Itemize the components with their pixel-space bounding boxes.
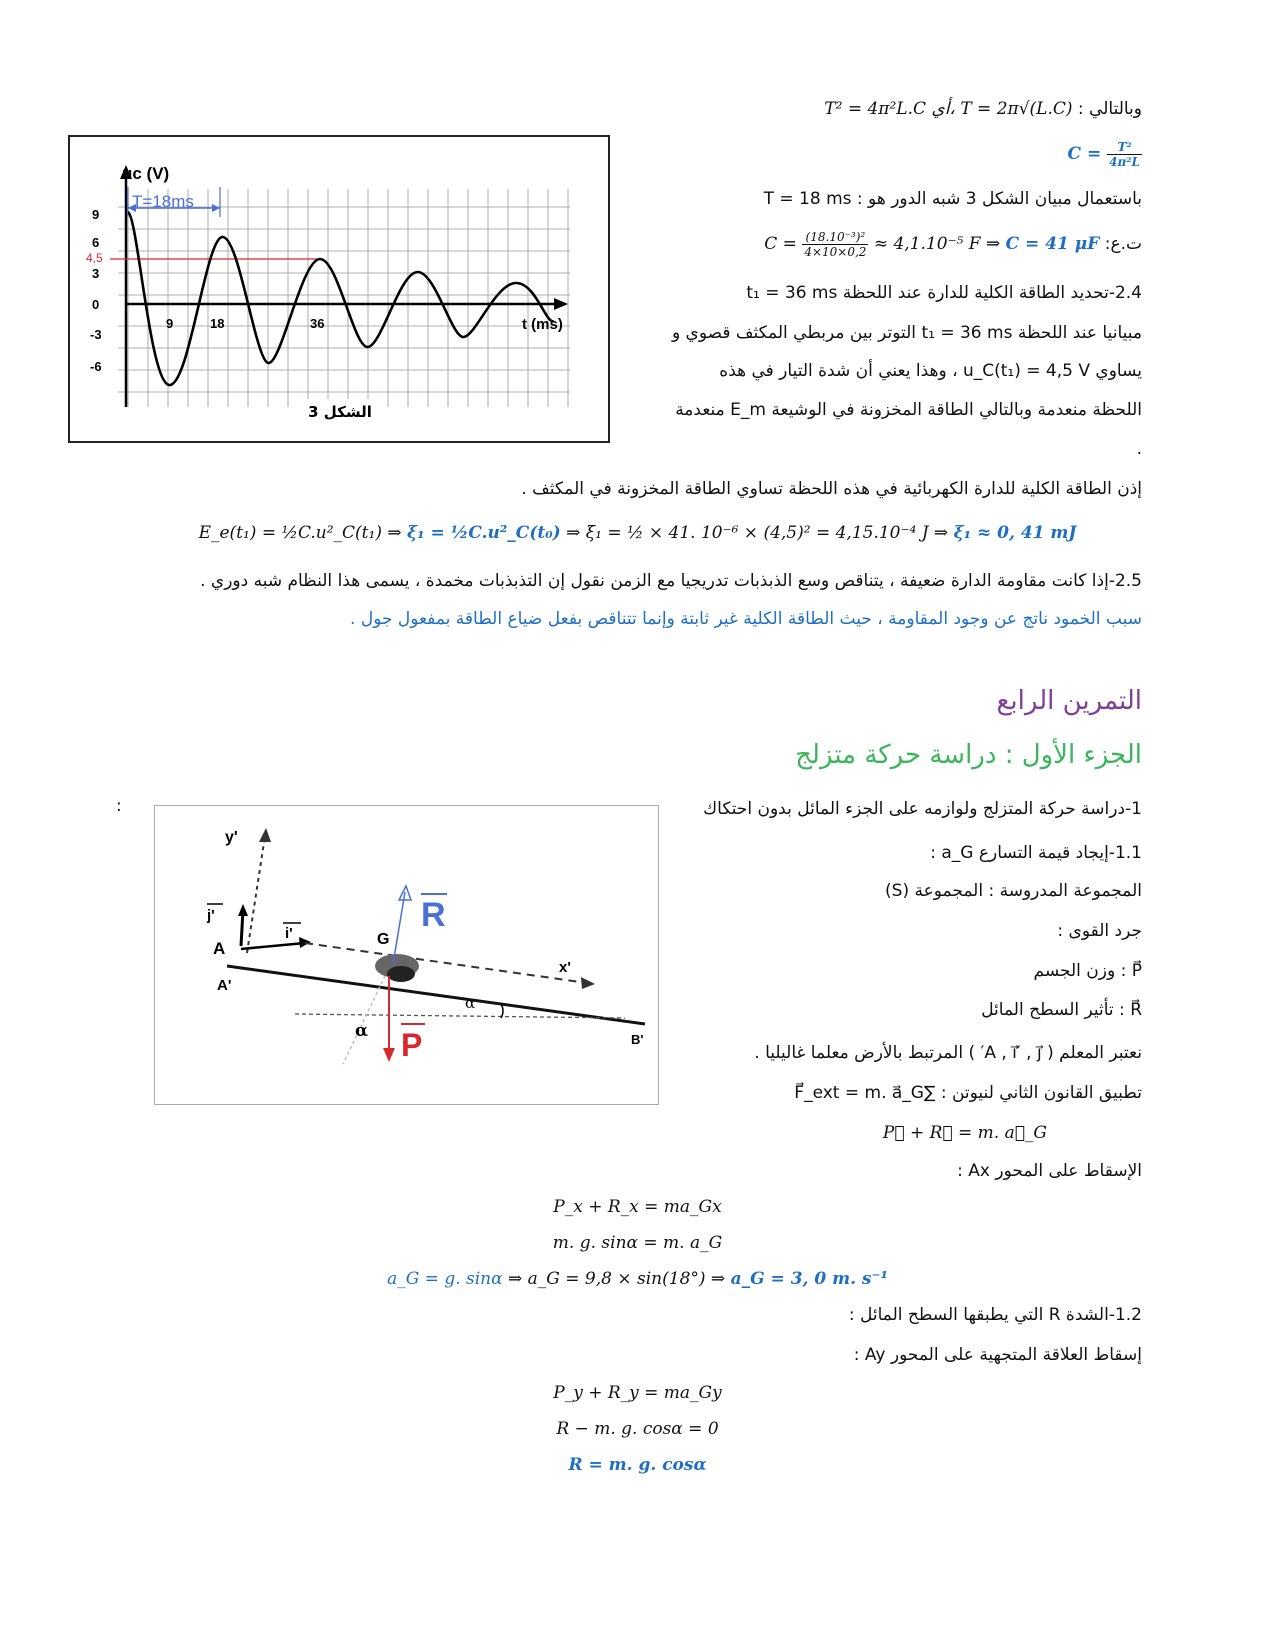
projection-ax: الإسقاط على المحور Ax : bbox=[957, 1161, 1142, 1181]
label-B-prime: B' bbox=[631, 1032, 644, 1047]
numeric-application-line: ت.ع: C = $\frac{\text{(18.10⁻³)²}}{4\times 10\times 0,2}$ ≈ 4,1.10⁻⁵ F ⇒ C = 41 μF bbox=[764, 230, 1142, 259]
label-A-prime: A' bbox=[217, 977, 232, 994]
y-tick-4-5: 4,5 bbox=[86, 251, 103, 265]
eq-ay-1: P_y + R_y = ma_Gy bbox=[553, 1383, 722, 1403]
x-tick-18: 18 bbox=[210, 316, 225, 331]
weight-force: P⃗ : وزن الجسم bbox=[1033, 961, 1142, 981]
reaction-force: R⃗ : تأثير السطح المائل bbox=[981, 1000, 1142, 1020]
period-mark: . bbox=[1136, 439, 1142, 459]
voltage-value-line: يساوي u_C(t₁) = 4,5 V ، وهذا يعني أن شدة التيار في هذه bbox=[719, 361, 1142, 381]
studied-system: المجموعة المدروسة : المجموعة (S) bbox=[885, 881, 1142, 901]
newton-law: تطبيق القانون الثاني لنيوتن : ∑F⃗_ext = m. a⃗_G bbox=[794, 1083, 1142, 1103]
exercise-heading: التمرين الرابع bbox=[996, 686, 1142, 716]
section-2-5-line: 2.5-إذا كانت مقاومة الدارة ضعيفة ، يتناقص وسع الذبذبات تدريجيا مع الزمن نقول إن التذبذبات مخمدة ، يسمى هذا النظام شبه دوري . bbox=[200, 571, 1142, 591]
x-tick-36: 36 bbox=[310, 316, 325, 331]
damping-cause-line: سبب الخمود ناتج عن وجود المقاومة ، حيث الطاقة الكلية غير ثابتة وإنما تتناقص بفعل ضياع الطاقة بمفعول جول . bbox=[350, 609, 1142, 629]
section-1-2-title: 1.2-الشدة R التي يطبقها السطح المائل : bbox=[848, 1305, 1142, 1325]
period-formula-line: وبالتالي : T² = 4π²L.C أي، T = 2π√(L.C) bbox=[824, 99, 1142, 119]
x-axis-label: t (ms) bbox=[522, 316, 563, 333]
y-tick-minus6: -6 bbox=[90, 359, 102, 374]
label-alpha-lower: α bbox=[355, 1021, 369, 1041]
part-heading: الجزء الأول : دراسة حركة متزلج bbox=[795, 740, 1142, 770]
part1-intro: 1-دراسة حركة المتزلج ولوازمه على الجزء المائل بدون احتكاك bbox=[703, 799, 1142, 819]
section-1-1-title: 1.1-إيجاد قيمة التسارع a_G : bbox=[930, 843, 1142, 863]
projection-ay: إسقاط العلاقة المتجهية على المحور Ay : bbox=[853, 1345, 1142, 1365]
label-A: A bbox=[213, 939, 226, 958]
incline-diagram bbox=[155, 806, 658, 1104]
eq-ax-1: P_x + R_x = ma_Gx bbox=[553, 1197, 722, 1217]
label-y-prime: y' bbox=[225, 829, 238, 846]
forces-inventory: جرد القوى : bbox=[1057, 921, 1142, 941]
graph-reading-line: مبيانيا عند اللحظة t₁ = 36 ms التوتر بين مربطي المكثف قصوي و bbox=[671, 323, 1142, 343]
incline-figure bbox=[154, 805, 659, 1105]
oscillation-graph bbox=[70, 137, 608, 441]
label-R: R bbox=[421, 896, 446, 934]
y-tick-9: 9 bbox=[92, 207, 100, 222]
label-G: G bbox=[377, 931, 390, 948]
coil-energy-line: اللحظة منعدمة وبالتالي الطاقة المخزونة في الوشيعة E_m منعدمة bbox=[675, 400, 1142, 420]
y-tick-6: 6 bbox=[92, 235, 100, 250]
eq-ax-2: m. g. sinα = m. a_G bbox=[552, 1233, 723, 1253]
eq-ax-3: a_G = g. sinα ⇒ a_G = 9,8 × sin(18°) ⇒ a_G = 3, 0 m. s⁻¹ bbox=[387, 1269, 888, 1289]
period-reading-line: باستعمال مبيان الشكل 3 شبه الدور هو : T = 18 ms bbox=[763, 189, 1142, 209]
x-tick-9: 9 bbox=[166, 316, 174, 331]
figure-3-chart bbox=[68, 135, 610, 443]
eq-ay-3: R = m. g. cosα bbox=[568, 1455, 707, 1475]
vector-equation: P⃗ + R⃗ = m. a⃗_G bbox=[882, 1123, 1047, 1143]
label-x-prime: x' bbox=[559, 959, 571, 976]
period-label: T=18ms bbox=[132, 192, 194, 211]
total-energy-line: إذن الطاقة الكلية للدارة الكهربائية في هذه اللحظة تساوي الطاقة المخزونة في المكثف . bbox=[521, 479, 1142, 499]
eq-ay-2: R − m. g. cosα = 0 bbox=[556, 1419, 719, 1439]
label-j-prime: j' bbox=[207, 907, 215, 924]
label-P: P bbox=[401, 1027, 423, 1063]
reference-frame: نعتبر المعلم ( A , i⃗′ , j⃗′ ) المرتبط بالأرض معلما غاليليا . bbox=[754, 1043, 1142, 1063]
energy-equation: E_e(t₁) = ½C.u²_C(t₁) ⇒ ξ₁ = ½C.u²_C(t₀) ⇒ ξ₁ = ½ × 41. 10⁻⁶ × (4,5)² = 4,15.10⁻⁴ J ⇒ ξ₁ ≈ 0, 41 mJ bbox=[198, 523, 1077, 543]
y-axis-label: uc (V) bbox=[122, 164, 170, 183]
figure-caption: الشكل 3 bbox=[308, 403, 372, 421]
y-tick-minus3: -3 bbox=[90, 327, 102, 342]
y-tick-0: 0 bbox=[92, 297, 100, 312]
capacitance-formula: C = $\frac{\text{T²}}{\text{4π²L}}$ bbox=[1067, 140, 1140, 169]
section-2-4-title: 2.4-تحديد الطاقة الكلية للدارة عند اللحظة t₁ = 36 ms bbox=[746, 283, 1142, 303]
label-i-prime: i' bbox=[285, 925, 293, 942]
label-alpha-incline: α bbox=[465, 994, 476, 1012]
y-tick-3: 3 bbox=[92, 266, 100, 281]
part1-intro-colon: : bbox=[116, 796, 122, 816]
